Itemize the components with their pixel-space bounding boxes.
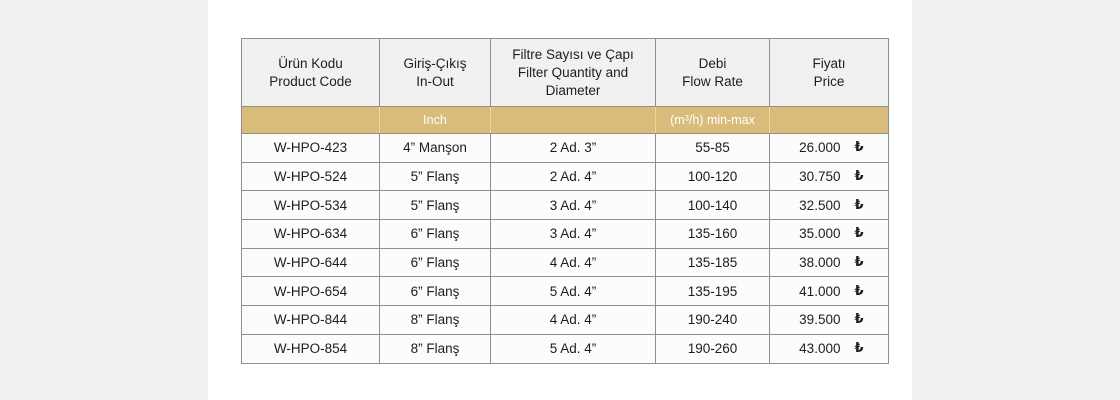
cell-filters: 5 Ad. 4” (491, 334, 656, 363)
cell-in-out: 6” Flanş (380, 220, 491, 249)
column-header-price (770, 39, 889, 107)
column-header-in-out (380, 39, 491, 107)
cell-price (770, 134, 889, 163)
cell-filters: 3 Ad. 4” (491, 191, 656, 220)
cell-product-code: W-HPO-534 (242, 191, 380, 220)
price-value: 32.500 (799, 197, 841, 213)
price-value: 30.750 (799, 169, 841, 185)
price-value: 39.500 (799, 312, 841, 328)
header-label-en: Price (813, 73, 845, 89)
price-value: 35.000 (799, 226, 841, 242)
cell-in-out: 5” Flanş (380, 191, 491, 220)
cell-product-code: W-HPO-634 (242, 220, 380, 249)
header-label-en: In-Out (416, 73, 454, 89)
table-row (242, 334, 889, 363)
turkish-lira-symbol: ₺ (854, 197, 864, 213)
cell-product-code: W-HPO-844 (242, 306, 380, 335)
cell-in-out: 4” Manşon (380, 134, 491, 163)
turkish-lira-symbol: ₺ (854, 312, 864, 328)
cell-product-code: W-HPO-654 (242, 277, 380, 306)
header-label-tr: Ürün Kodu (278, 55, 343, 71)
cell-filters: 4 Ad. 4” (491, 306, 656, 335)
cell-price (770, 248, 889, 277)
header-label-tr: Giriş-Çıkış (403, 55, 467, 71)
header-label-en: Filter Quantity and Diameter (517, 64, 629, 98)
turkish-lira-symbol: ₺ (854, 140, 864, 156)
cell-price (770, 220, 889, 249)
column-header-filter-quantity (491, 39, 656, 107)
table-row (242, 306, 889, 335)
price-value: 41.000 (799, 283, 841, 299)
cell-filters: 4 Ad. 4” (491, 248, 656, 277)
turkish-lira-symbol: ₺ (854, 341, 864, 357)
cell-in-out: 8” Flanş (380, 306, 491, 335)
turkish-lira-symbol: ₺ (854, 255, 864, 271)
column-header-flow-rate (656, 39, 770, 107)
cell-price (770, 191, 889, 220)
header-row (242, 39, 889, 107)
header-label-tr: Fiyatı (812, 55, 846, 71)
cell-flow: 135-195 (656, 277, 770, 306)
cell-flow: 135-185 (656, 248, 770, 277)
product-price-table (241, 38, 889, 364)
unit-cell-in-out: Inch (380, 107, 491, 134)
turkish-lira-symbol: ₺ (854, 169, 864, 185)
header-label-tr: Debi (698, 55, 727, 71)
cell-filters: 3 Ad. 4” (491, 220, 656, 249)
cell-in-out: 8” Flanş (380, 334, 491, 363)
cell-product-code: W-HPO-644 (242, 248, 380, 277)
cell-flow: 100-140 (656, 191, 770, 220)
unit-row (242, 107, 889, 134)
table-row (242, 191, 889, 220)
cell-price (770, 277, 889, 306)
cell-price (770, 162, 889, 191)
cell-product-code: W-HPO-423 (242, 134, 380, 163)
cell-filters: 5 Ad. 4” (491, 277, 656, 306)
unit-cell-price (770, 107, 889, 134)
price-value: 38.000 (799, 255, 841, 271)
cell-flow: 135-160 (656, 220, 770, 249)
unit-cell-product-code (242, 107, 380, 134)
cell-in-out: 5” Flanş (380, 162, 491, 191)
cell-price (770, 306, 889, 335)
turkish-lira-symbol: ₺ (854, 226, 864, 242)
header-label-tr: Filtre Sayısı ve Çapı (512, 46, 634, 62)
cell-in-out: 6” Flanş (380, 277, 491, 306)
header-label-en: Flow Rate (682, 73, 743, 89)
unit-cell-flow: (m³/h) min-max (656, 107, 770, 134)
cell-flow: 100-120 (656, 162, 770, 191)
cell-filters: 2 Ad. 3” (491, 134, 656, 163)
cell-flow: 190-240 (656, 306, 770, 335)
turkish-lira-symbol: ₺ (854, 283, 864, 299)
cell-filters: 2 Ad. 4” (491, 162, 656, 191)
content-panel (208, 0, 912, 400)
table-row (242, 162, 889, 191)
cell-flow: 190-260 (656, 334, 770, 363)
cell-in-out: 6” Flanş (380, 248, 491, 277)
table-row (242, 134, 889, 163)
table-row (242, 248, 889, 277)
cell-flow: 55-85 (656, 134, 770, 163)
header-label-en: Product Code (269, 73, 352, 89)
cell-price (770, 334, 889, 363)
cell-product-code: W-HPO-854 (242, 334, 380, 363)
column-header-product-code (242, 39, 380, 107)
table-row (242, 277, 889, 306)
unit-cell-filters (491, 107, 656, 134)
table-row (242, 220, 889, 249)
price-value: 26.000 (799, 140, 841, 156)
price-value: 43.000 (799, 341, 841, 357)
cell-product-code: W-HPO-524 (242, 162, 380, 191)
